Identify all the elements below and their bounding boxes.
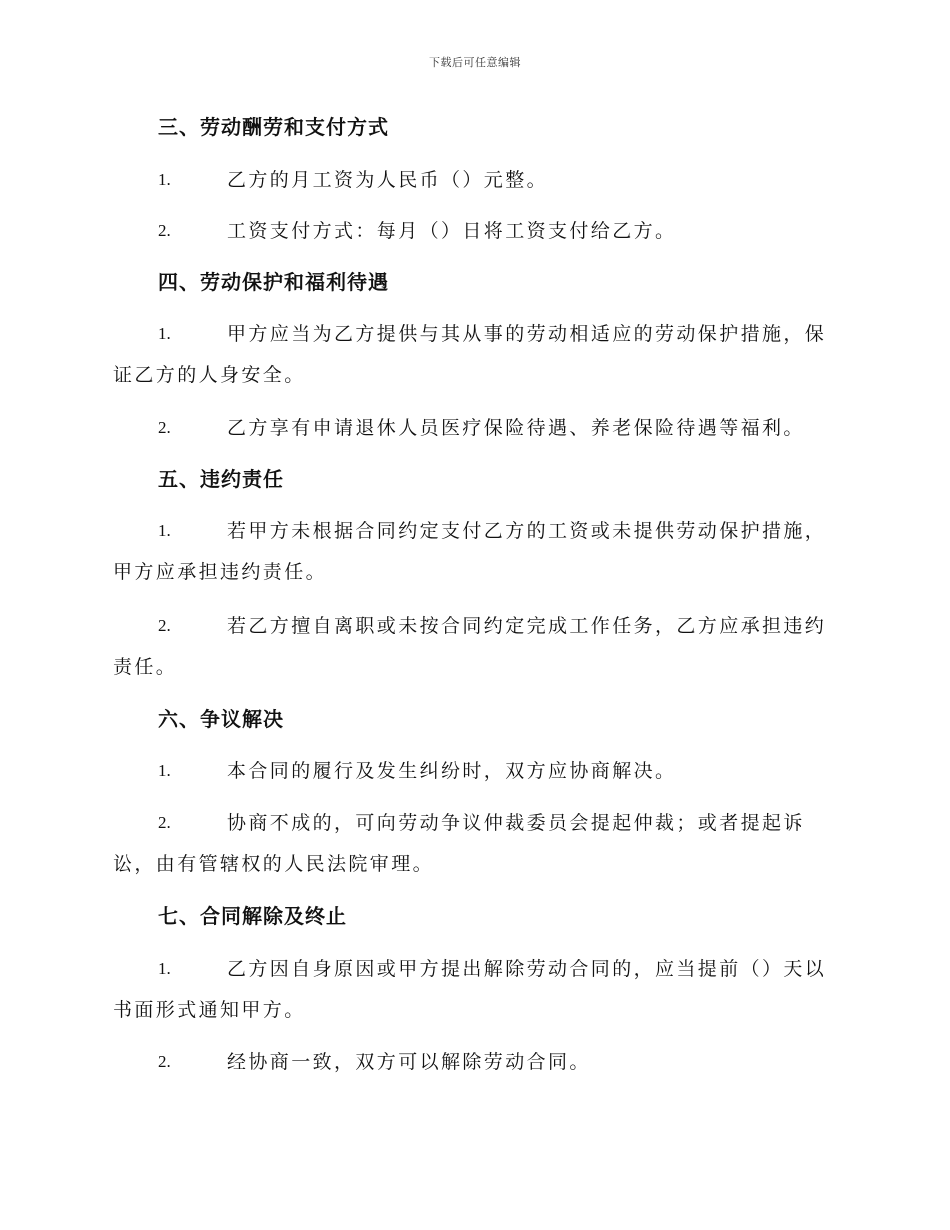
item-text <box>113 614 835 679</box>
item-number: 2. <box>158 813 171 832</box>
item-line: 乙方因自身原因或甲方提出解除劳动合同的，应当提前（）天以 <box>227 958 827 980</box>
section-heading: 四、劳动保护和福利待遇 <box>158 270 389 294</box>
item-text <box>113 322 835 387</box>
page-header: 下载后可任意编辑 <box>429 56 521 69</box>
item-number: 2. <box>158 1052 171 1071</box>
item-line: 书面形式通知甲方。 <box>113 999 306 1021</box>
item-line: 乙方的月工资为人民币（）元整。 <box>227 169 549 191</box>
item-text <box>113 759 835 783</box>
section-heading: 三、劳动酬劳和支付方式 <box>158 115 389 139</box>
item-line: 协商不成的，可向劳动争议仲裁委员会提起仲裁；或者提起诉 <box>227 812 805 834</box>
item-text <box>113 1050 835 1074</box>
item-text <box>113 957 835 1022</box>
item-text <box>113 219 835 243</box>
item-line: 经协商一致，双方可以解除劳动合同。 <box>227 1051 591 1073</box>
item-line: 证乙方的人身安全。 <box>113 364 306 386</box>
item-text <box>113 811 835 876</box>
item-line: 若甲方未根据合同约定支付乙方的工资或未提供劳动保护措施， <box>227 520 827 542</box>
item-number: 1. <box>158 959 171 978</box>
section-heading: 五、违约责任 <box>158 467 284 491</box>
item-number: 1. <box>158 761 171 780</box>
item-line: 工资支付方式：每月（）日将工资支付给乙方。 <box>227 220 677 242</box>
item-number: 2. <box>158 616 171 635</box>
item-text <box>113 519 835 584</box>
item-number: 1. <box>158 521 171 540</box>
item-number: 2. <box>158 221 171 240</box>
section-heading: 七、合同解除及终止 <box>158 904 347 928</box>
item-line: 讼，由有管辖权的人民法院审理。 <box>113 853 435 875</box>
item-line: 乙方享有申请退休人员医疗保险待遇、养老保险待遇等福利。 <box>227 417 805 439</box>
item-line: 甲方应承担违约责任。 <box>113 561 328 583</box>
item-line: 若乙方擅自离职或未按合同约定完成工作任务，乙方应承担违约 <box>227 615 827 637</box>
item-text <box>113 416 835 440</box>
item-line: 责任。 <box>113 656 178 678</box>
section-heading: 六、争议解决 <box>158 707 284 731</box>
item-number: 1. <box>158 170 171 189</box>
item-line: 本合同的履行及发生纠纷时，双方应协商解决。 <box>227 760 677 782</box>
item-text <box>113 168 835 192</box>
item-line: 甲方应当为乙方提供与其从事的劳动相适应的劳动保护措施，保 <box>227 323 827 345</box>
item-number: 2. <box>158 418 171 437</box>
item-number: 1. <box>158 324 171 343</box>
